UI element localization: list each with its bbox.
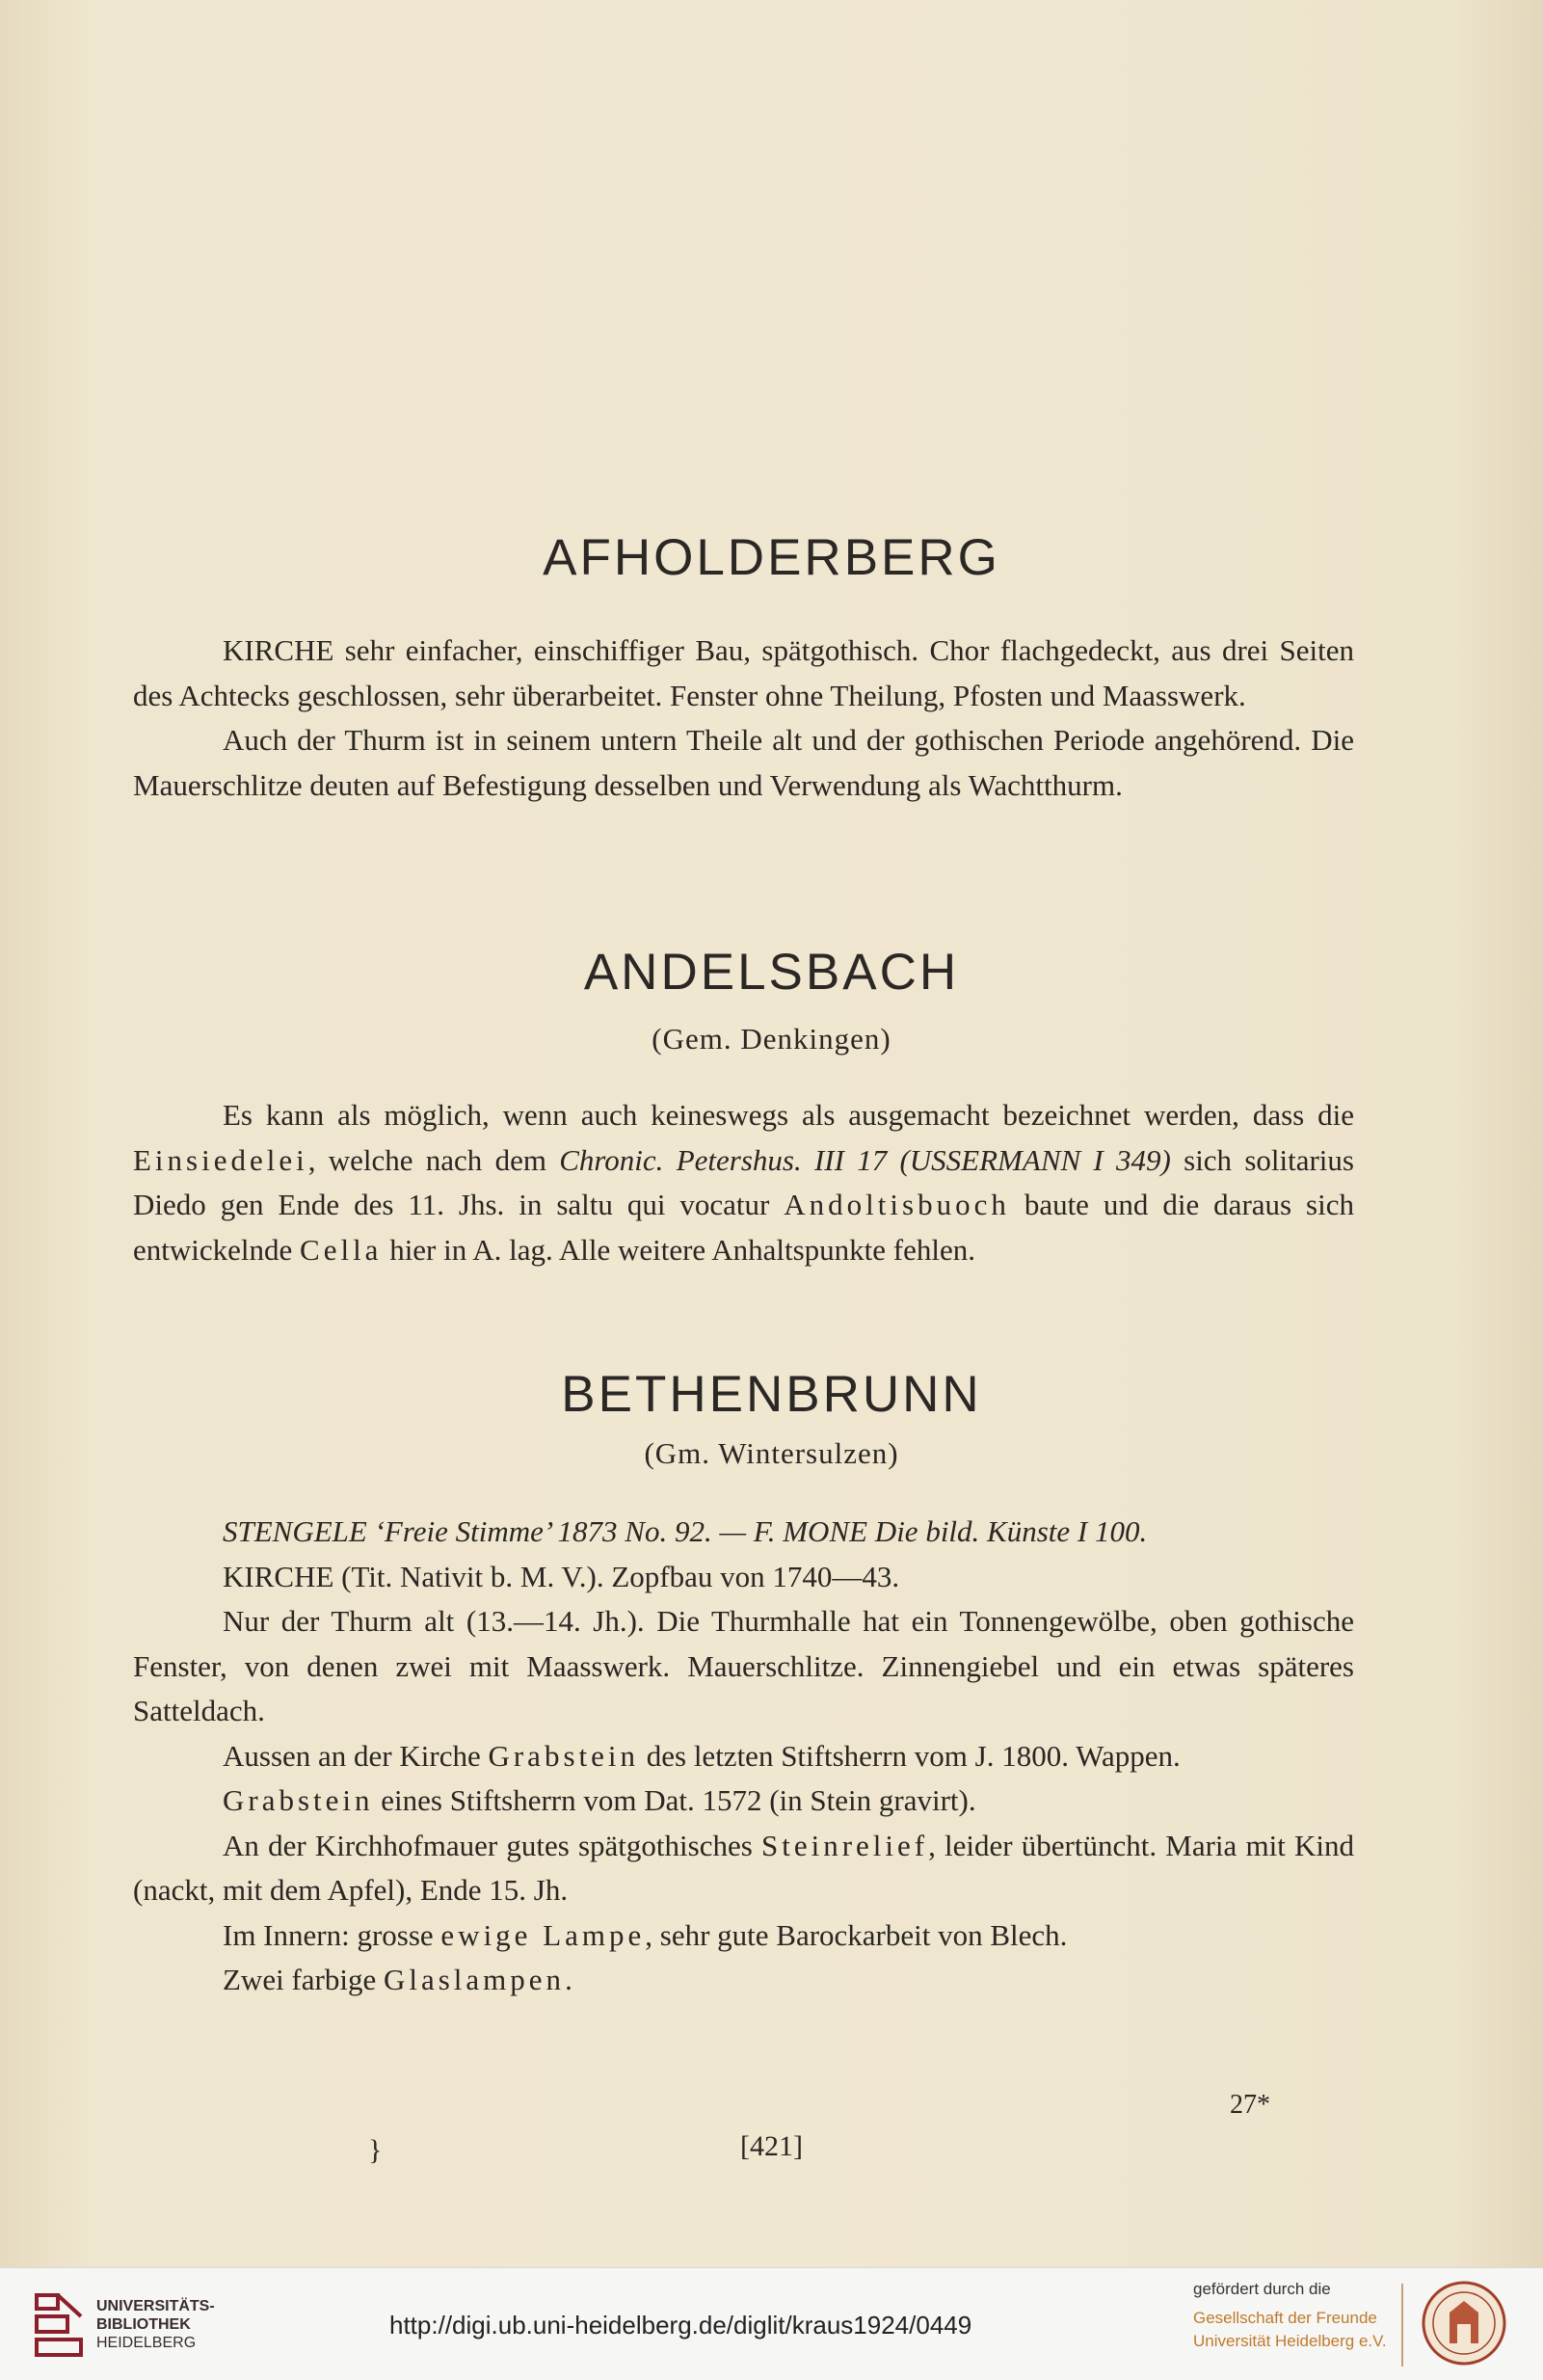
- paragraph: KIRCHE (Tit. Nativit b. M. V.). Zopfbau von 1740—43.: [223, 1559, 900, 1593]
- spaced-term: Grabstein: [488, 1738, 639, 1773]
- spaced-term: Andoltisbuoch: [784, 1188, 1010, 1221]
- paragraph: Grabstein eines Stiftsherrn vom Dat. 1572 (in Stein gravirt).: [223, 1783, 976, 1817]
- spaced-term: Cella: [300, 1232, 383, 1267]
- section-subtitle-andelsbach: (Gem. Denkingen): [652, 1022, 891, 1056]
- paragraph: KIRCHE sehr einfacher, einschiffiger Bau, spätgothisch. Chor flachgedeckt, aus drei Seiten des Achtecks geschlossen, sehr überarbeitet. Fenster ohne Theilung, Pfosten und Maasswerk.: [133, 633, 1354, 712]
- paragraph: An der Kirchhofmauer gutes spätgothisches Steinrelief, leider übertüncht. Maria mit Kind (nackt, mit dem Apfel), Ende 15. Jh.: [133, 1828, 1354, 1907]
- footer-bar: [0, 2267, 1543, 2380]
- section-body-bethenbrunn: [133, 1510, 1354, 2003]
- university-seal-icon: [1421, 2280, 1507, 2367]
- paragraph: Nur der Thurm alt (13.—14. Jh.). Die Thurmhalle hat ein Tonnengewölbe, oben gothische Fenster, von denen zwei mit Maasswerk. Mauerschlitze. Zinnengiebel und ein etwas späteres Satteldach.: [133, 1604, 1354, 1727]
- section-subtitle-bethenbrunn: (Gm. Wintersulzen): [644, 1436, 899, 1470]
- paragraph: Im Innern: grosse ewige Lampe, sehr gute Barockarbeit von Blech.: [223, 1917, 1068, 1952]
- paragraph: Zwei farbige Glaslampen.: [223, 1963, 572, 1996]
- sponsor-label: gefördert durch die: [1193, 2280, 1331, 2298]
- paragraph: Es kann als möglich, wenn auch keineswegs als ausgemacht bezeichnet werden, dass die Einsiedelei, welche nach dem Chronic. Petershus. III 17 (USSERMANN I 349) sich solitarius Diedo gen Ende des 11. Jhs. in saltu qui vocatur Andoltisbuoch baute und die daraus sich entwickelnde Cella hier in A. lag. Alle weitere Anhaltspunkte fehlen.: [133, 1098, 1354, 1267]
- section-title-bethenbrunn: BETHENBRUNN: [561, 1366, 982, 1423]
- section-title-afholderberg: AFHOLDERBERG: [543, 529, 1000, 586]
- paragraph: Aussen an der Kirche Grabstein des letzten Stiftsherrn vom J. 1800. Wappen.: [223, 1738, 1181, 1773]
- section-body-andelsbach: [133, 1093, 1354, 1272]
- library-name: UNIVERSITÄTS- BIBLIOTHEK HEIDELBERG: [96, 2298, 215, 2351]
- library-logo-icon: [29, 2287, 89, 2361]
- stray-mark: }: [368, 2134, 383, 2166]
- section-body-afholderberg: [133, 628, 1354, 808]
- permalink-url[interactable]: http://digi.ub.uni-heidelberg.de/diglit/kraus1924/0449: [389, 2311, 972, 2340]
- paragraph: Auch der Thurm ist in seinem untern Theile alt und der gothischen Periode angehörend. Die Mauerschlitze deuten auf Befestigung desselben und Verwendung als Wachtthurm.: [133, 723, 1354, 802]
- sponsor-name: Gesellschaft der Freunde Universität Heidelberg e.V.: [1193, 2309, 1387, 2350]
- page-number: [421]: [740, 2130, 803, 2162]
- footer-divider: [1401, 2284, 1403, 2367]
- spaced-term: Steinrelief: [760, 1828, 929, 1862]
- spaced-term: ewige Lampe: [440, 1917, 646, 1952]
- spaced-term: Glaslampen: [383, 1963, 566, 1996]
- source-reference: Chronic. Petershus. III 17 (USSERMANN I 349): [559, 1142, 1171, 1177]
- bibliographic-reference: STENGELE ‘Freie Stimme’ 1873 No. 92. — F. MONE Die bild. Künste I 100.: [223, 1514, 1148, 1548]
- section-title-andelsbach: ANDELSBACH: [583, 944, 960, 1001]
- signature-mark: 27*: [1230, 2090, 1270, 2120]
- spaced-term: Grabstein: [223, 1783, 374, 1817]
- spaced-term: Einsiedelei: [133, 1142, 308, 1177]
